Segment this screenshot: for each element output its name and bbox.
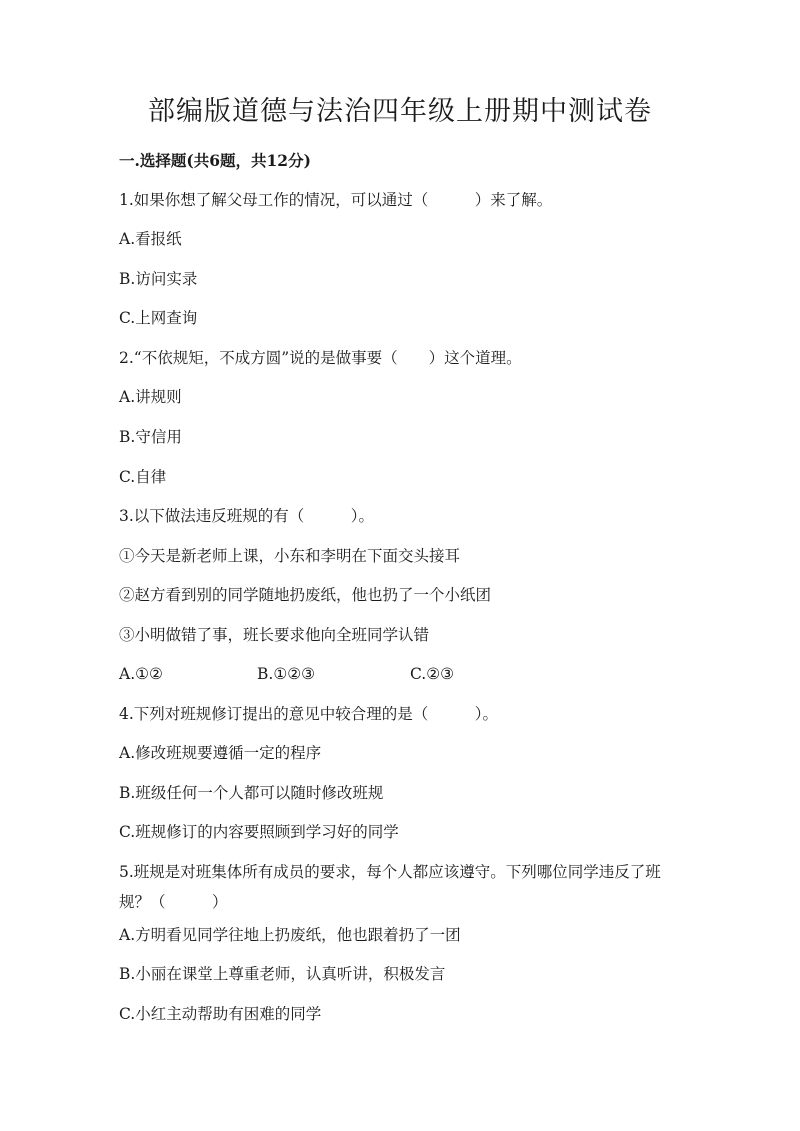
question-3-stem: 3.以下做法违反班规的有（ ）。 xyxy=(119,507,375,525)
question-1-option-a: A.看报纸 xyxy=(119,230,182,248)
question-2-option-b: B.守信用 xyxy=(119,428,182,446)
question-5-option-b: B.小丽在课堂上尊重老师，认真听讲，积极发言 xyxy=(119,965,446,983)
question-1-option-c: C.上网查询 xyxy=(119,309,198,327)
question-3-option-c: C.②③ xyxy=(410,665,455,683)
question-3-statement-3: ③小明做错了事，班长要求他向全班同学认错 xyxy=(119,626,430,644)
question-5-option-a: A.方明看见同学往地上扔废纸，他也跟着扔了一团 xyxy=(119,926,461,944)
question-1-option-b: B.访问实录 xyxy=(119,270,198,288)
question-2-stem: 2.“不依规矩，不成方圆”说的是做事要（ ）这个道理。 xyxy=(119,349,522,367)
section-heading: 一.选择题(共6题，共12分) xyxy=(119,151,311,170)
question-5-stem: 5.班规是对班集体所有成员的要求，每个人都应该遵守。下列哪位同学违反了班规？（ ） xyxy=(119,863,661,911)
question-4-stem: 4.下列对班规修订提出的意见中较合理的是（ ）。 xyxy=(119,705,499,723)
question-3-statement-1: ①今天是新老师上课，小东和李明在下面交头接耳 xyxy=(119,547,461,565)
page-title: 部编版道德与法治四年级上册期中测试卷 xyxy=(148,96,652,127)
question-3-option-a: A.①② xyxy=(119,665,163,683)
question-3-statement-2: ②赵方看到别的同学随地扔废纸，他也扔了一个小纸团 xyxy=(119,586,492,604)
question-2-option-c: C.自律 xyxy=(119,468,167,486)
question-1-stem: 1.如果你想了解父母工作的情况，可以通过（ ）来了解。 xyxy=(119,191,553,209)
question-4-option-c: C.班规修订的内容要照顾到学习好的同学 xyxy=(119,823,399,841)
question-5-option-c: C.小红主动帮助有困难的同学 xyxy=(119,1005,322,1023)
question-3-option-b: B.①②③ xyxy=(257,665,316,683)
question-4-option-a: A.修改班规要遵循一定的程序 xyxy=(119,744,322,762)
question-2-option-a: A.讲规则 xyxy=(119,388,182,406)
question-4-option-b: B.班级任何一个人都可以随时修改班规 xyxy=(119,784,384,802)
